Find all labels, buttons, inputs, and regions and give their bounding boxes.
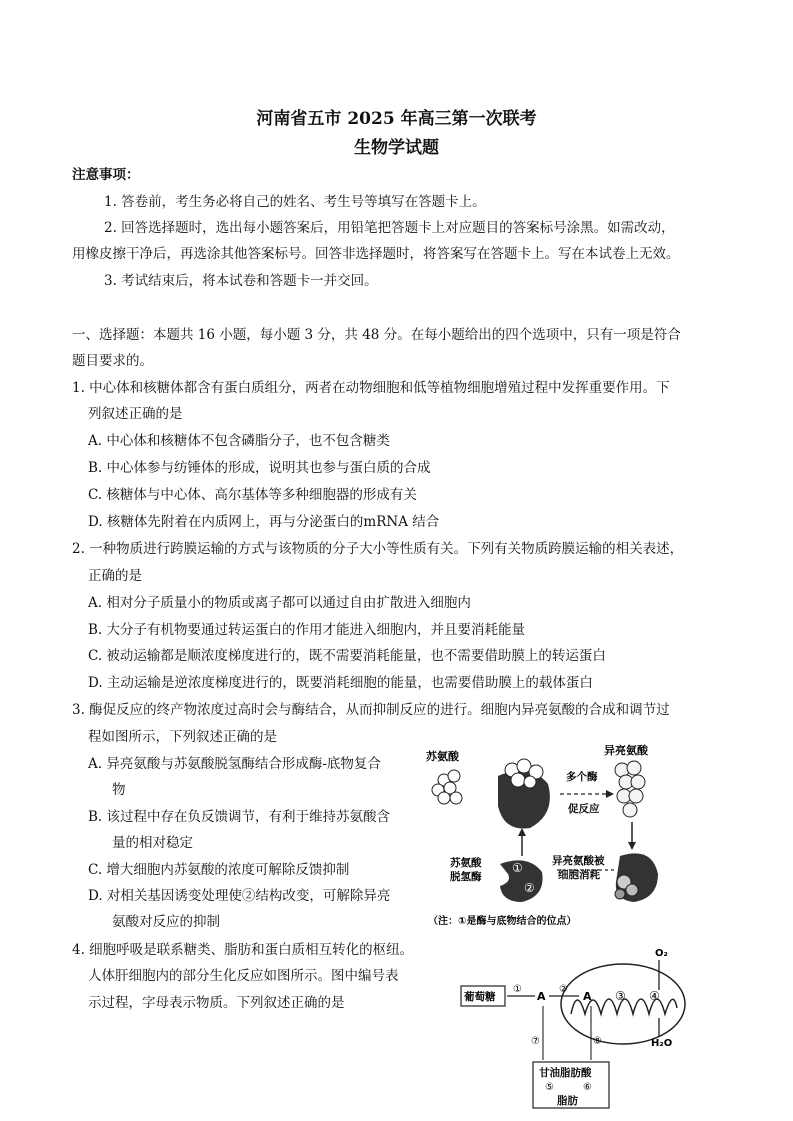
- section-heading-line-1: 一、选择题：本题共 16 小题，每小题 3 分，共 48 分。在每小题给出的四个选项中，只有一项是符合: [72, 327, 681, 343]
- figure-note: （注：①是酶与底物结合的位点）: [428, 916, 577, 927]
- q4-stem-line-1: 4. 细胞呼吸是联系糖类、脂肪和蛋白质相互转化的枢纽。: [72, 942, 414, 958]
- q2-option-d: D. 主动运输是逆浓度梯度进行的，既要消耗细胞的能量，也需要借助膜上的载体蛋白: [88, 675, 593, 691]
- q4-stem-line-2: 人体肝细胞内的部分生化反应如图所示。图中编号表: [88, 968, 399, 984]
- q3-stem-line-2: 程如图所示，下列叙述正确的是: [88, 729, 277, 745]
- inhibited-enzyme-icon: [615, 853, 658, 902]
- q1-option-d: D. 核糖体先附着在内质网上，再与分泌蛋白的mRNA 结合: [88, 514, 440, 530]
- notice-item-2-line-2: 用橡皮擦干净后，再选涂其他答案标号。回答非选择题时，将答案写在答题卡上。写在本试卷上无效。: [72, 246, 680, 262]
- label-multi-enzyme-1: 多个酶: [566, 771, 598, 783]
- q3-stem-line-1: 3. 酶促反应的终产物浓度过高时会与酶结合，从而抑制反应的进行。细胞内异亮氨酸的合成和调节过: [72, 702, 670, 718]
- exam-title: 河南省五市 2025 年高三第一次联考: [256, 109, 537, 129]
- o2-label: O₂: [655, 948, 668, 959]
- q3-option-a-line-1: A. 异亮氨酸与苏氨酸脱氢酶结合形成酶-底物复合: [88, 756, 381, 772]
- process-5-label: ⑤: [545, 1082, 554, 1093]
- q2-option-a: A. 相对分子质量小的物质或离子都可以通过自由扩散进入细胞内: [88, 595, 471, 611]
- q2-stem-line-2: 正确的是: [88, 568, 142, 584]
- q3-option-b-line-1: B. 该过程中存在负反馈调节，有利于维持苏氨酸含: [88, 809, 391, 825]
- section-heading-line-2: 题目要求的。: [72, 353, 153, 369]
- label-threonine: 苏氨酸: [426, 750, 459, 763]
- glucose-label: 葡萄糖: [464, 991, 496, 1003]
- arrow-head-icon: [628, 842, 636, 850]
- process-2-label: ②: [559, 984, 568, 995]
- fat-label: 脂肪: [557, 1095, 578, 1107]
- q1-stem-line-2: 列叙述正确的是: [88, 406, 183, 422]
- process-3-label: ③: [615, 989, 626, 1003]
- process-8-label: ⑧: [593, 1036, 602, 1047]
- label-enzyme-2: 脱氢酶: [450, 871, 482, 883]
- notice-item-2-line-1: 2. 回答选择题时，选出每小题答案后，用铅笔把答题卡上对应题目的答案标号涂黑。如需改动，: [104, 220, 675, 236]
- h2o-label: H₂O: [651, 1038, 673, 1049]
- q3-option-b-line-2: 量的相对稳定: [112, 835, 193, 851]
- q1-stem-line-1: 1. 中心体和核糖体都含有蛋白质组分，两者在动物细胞和低等植物细胞增殖过程中发挥重要作用。下: [72, 380, 670, 396]
- threonine-molecule-icon: [432, 770, 462, 804]
- site-marker-1: ①: [512, 861, 523, 875]
- enzyme-substrate-complex-icon: [498, 759, 550, 829]
- q3-option-d-line-2: 氨酸对反应的抑制: [112, 914, 220, 930]
- q3-option-d-line-1: D. 对相关基因诱变处理使②结构改变，可解除异亮: [88, 888, 391, 904]
- process-6-label: ⑥: [583, 1082, 592, 1093]
- q3-option-a-line-2: 物: [112, 782, 126, 798]
- q4-metabolism-figure: [455, 938, 695, 1114]
- mitochondrion-icon: [561, 964, 685, 1044]
- arrow-head-icon: [518, 828, 526, 836]
- glycerol-fatty-acid-label: 甘油脂肪酸: [539, 1067, 592, 1079]
- label-consumed-1: 异亮氨酸被: [552, 855, 605, 867]
- label-multi-enzyme-2: 促反应: [568, 803, 600, 815]
- process-4-label: ④: [649, 989, 660, 1003]
- site-marker-2: ②: [524, 881, 535, 895]
- q3-enzyme-figure: [420, 736, 670, 932]
- label-consumed-2: 细胞消耗: [558, 869, 600, 881]
- notice-item-3: 3. 考试结束后，将本试卷和答题卡一并交回。: [104, 273, 378, 289]
- q1-option-b: B. 中心体参与纺锤体的形成，说明其也参与蛋白质的合成: [88, 460, 431, 476]
- q1-option-c: C. 核糖体与中心体、高尔基体等多种细胞器的形成有关: [88, 487, 417, 503]
- arrow-head-icon: [606, 790, 614, 798]
- substance-a-1: A: [537, 990, 546, 1003]
- q2-option-c: C. 被动运输都是顺浓度梯度进行的，既不需要消耗能量，也不需要借助膜上的转运蛋白: [88, 648, 606, 664]
- process-1-label: ①: [513, 984, 522, 995]
- q4-stem-line-3: 示过程，字母表示物质。下列叙述正确的是: [88, 995, 345, 1011]
- q1-option-a: A. 中心体和核糖体不包含磷脂分子，也不包含糖类: [88, 433, 390, 449]
- isoleucine-molecule-icon: [615, 761, 645, 817]
- process-7-label: ⑦: [531, 1036, 540, 1047]
- notice-heading: 注意事项：: [72, 167, 140, 183]
- q2-stem-line-1: 2. 一种物质进行跨膜运输的方式与该物质的分子大小等性质有关。下列有关物质跨膜运输的相关表述，: [72, 541, 684, 557]
- label-enzyme-1: 苏氨酸: [450, 857, 482, 869]
- q3-option-c: C. 增大细胞内苏氨酸的浓度可解除反馈抑制: [88, 862, 350, 878]
- substance-a-2: A: [583, 990, 592, 1003]
- label-isoleucine: 异亮氨酸: [604, 744, 648, 757]
- q2-option-b: B. 大分子有机物要通过转运蛋白的作用才能进入细胞内，并且要消耗能量: [88, 622, 526, 638]
- notice-item-1: 1. 答卷前，考生务必将自己的姓名、考生号等填写在答题卡上。: [104, 194, 486, 210]
- exam-subject: 生物学试题: [354, 138, 439, 158]
